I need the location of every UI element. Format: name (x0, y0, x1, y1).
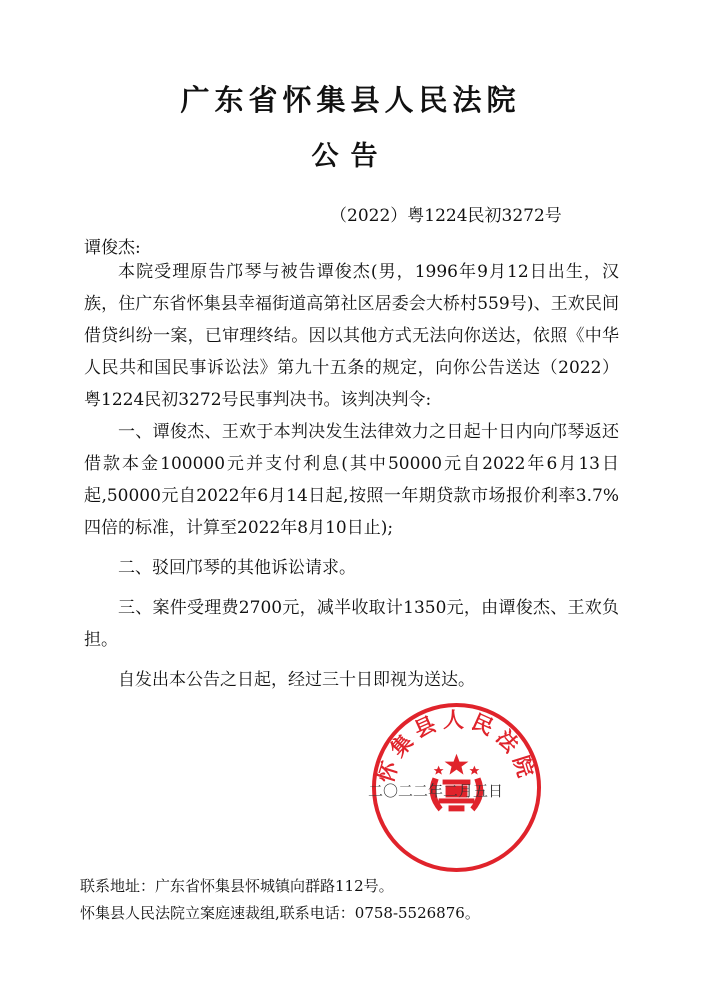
document-title: 公告 (311, 141, 390, 172)
court-name: 广东省怀集县人民法院 (180, 83, 521, 117)
case-summary-paragraph: 本院受理原告邝琴与被告谭俊杰(男，1996年9月12日出生，汉族，住广东省怀集县幸福街道高第社区居委会大桥村559号)、王欢民间借贷纠纷一案，已审理终结。因以其他方式无法向你送达，依照《中华人民共和国民事诉讼法》第九十五条的规定，向你公告送达（2022）粤1224民初3272号民事判决书。该判决判令: (84, 262, 619, 410)
contact-address: 联系地址：广东省怀集县怀城镇向群路112号。 (80, 877, 394, 895)
judgment-item-1: 一、谭俊杰、王欢于本判决发生法律效力之日起十日内向邝琴返还借款本金100000元并支付利息(其中50000元自2022年6月13日起,50000元自2022年6月14日起,按照一年期贷款市场报价利率3.7%四倍的标准，计算至2022年8月10日止); (84, 422, 619, 538)
seal-text: 怀集县人民法院 (372, 706, 541, 786)
service-notice: 自发出本公告之日起，经过三十日即视为送达。 (118, 670, 475, 690)
case-number: （2022）粤1224民初3272号 (330, 206, 562, 226)
judgment-item-2: 二、驳回邝琴的其他诉讼请求。 (118, 558, 356, 578)
addressee: 谭俊杰: (84, 238, 141, 258)
judgment-item-3: 三、案件受理费2700元，减半收取计1350元，由谭俊杰、王欢负担。 (84, 598, 619, 650)
issue-date: 二〇二二年二月五日 (368, 782, 504, 800)
contact-phone: 怀集县人民法院立案庭速裁组,联系电话：0758-5526876。 (80, 904, 480, 922)
announcement-body (84, 256, 619, 696)
contact-info (80, 873, 480, 927)
